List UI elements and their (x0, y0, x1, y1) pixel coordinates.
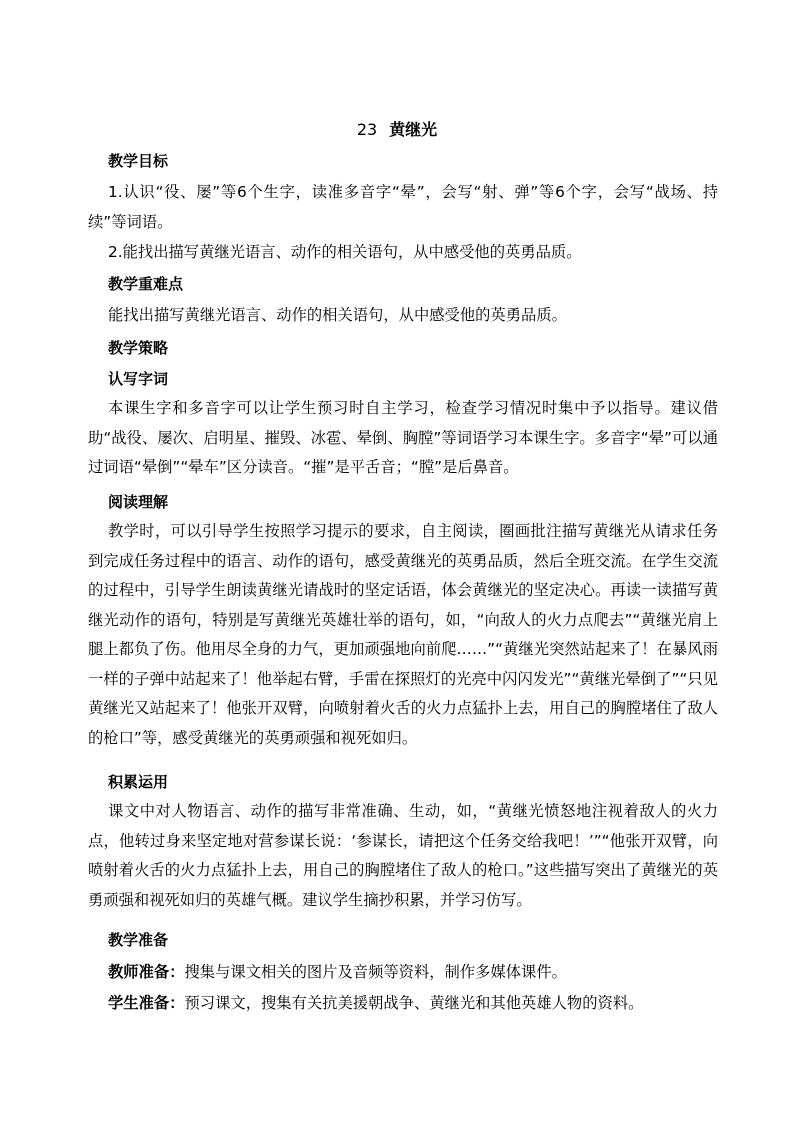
teacher-prep-label: 教师准备： (108, 963, 185, 981)
literacy-heading: 认写字词 (108, 370, 169, 388)
key-text: 能找出描写黄继光语言、动作的相关语句，从中感受他的英勇品质。 (108, 306, 567, 324)
strategy-heading: 教学策略 (108, 339, 169, 357)
accumulation-text: 课文中对人物语言、动作的描写非常准确、生动，如，“黄继光愤怒地注视着敌人的火力点，他转过身来坚定地对营参谋长说：‘参谋长，请把这个任务交给我吧！’”“他张开双臂，向喷射着火舌的火力点猛扑上去，用自己的胸膛堵住了敌人的枪口。”这些描写突出了黄继光的英勇顽强和视死如归的英雄气概。建议学生摘抄积累，并学习仿写。 (88, 802, 718, 909)
lesson-title (0, 118, 794, 142)
accumulation-heading: 积累运用 (108, 773, 169, 791)
preparation-heading: 教学准备 (108, 931, 169, 949)
literacy-text: 本课生字和多音字可以让学生预习时自主学习，检查学习情况时集中予以指导。建议借助“战役、屡次、启明星、摧毁、冰雹、晕倒、胸膛”等词语学习本课生字。多音字“晕”可以通过词语“晕倒”“晕车”区分读音。“摧”是平舌音；“膛”是后鼻音。 (88, 399, 718, 476)
lesson-title-text: 黄继光 (389, 120, 438, 139)
lesson-number: 23 (356, 120, 378, 139)
reading-heading: 阅读理解 (108, 493, 169, 511)
teacher-prep-text: 搜集与课文相关的图片及音频等资料，制作多媒体课件。 (184, 963, 567, 981)
student-prep-text: 预习课文，搜集有关抗美援朝战争、黄继光和其他英雄人物的资料。 (184, 994, 644, 1012)
goals-heading: 教学目标 (108, 152, 169, 170)
key-heading: 教学重难点 (108, 275, 184, 293)
reading-text: 教学时，可以引导学生按照学习提示的要求，自主阅读，圈画批注描写黄继光从请求任务到完成任务过程中的语言、动作的语句，感受黄继光的英勇品质，然后全班交流。在学生交流的过程中，引导学生朗读黄继光请战时的坚定话语，体会黄继光的坚定决心。再读一读描写黄继光动作的语句，特别是写黄继光英雄壮举的语句，如，“向敌人的火力点爬去”“黄继光肩上腿上都负了伤。他用尽全身的力气，更加顽强地向前爬……”“黄继光突然站起来了！在暴风雨一样的子弹中站起来了！他举起右臂，手雷在探照灯的光亮中闪闪发光”“黄继光晕倒了”“只见黄继光又站起来了！他张开双臂，向喷射着火舌的火力点猛扑上去，用自己的胸膛堵住了敌人的枪口”等，感受黄继光的英勇顽强和视死如归。 (88, 522, 718, 747)
teacher-prep (88, 960, 748, 984)
goal-2: 2.能找出描写黄继光语言、动作的相关语句，从中感受他的英勇品质。 (108, 243, 582, 261)
student-prep (88, 991, 748, 1015)
student-prep-label: 学生准备： (108, 994, 185, 1012)
goal-1: 1.认识“役、屡”等6个生字，读准多音字“晕”，会写“射、弹”等6个字，会写“战场、持续”等词语。 (88, 183, 718, 231)
